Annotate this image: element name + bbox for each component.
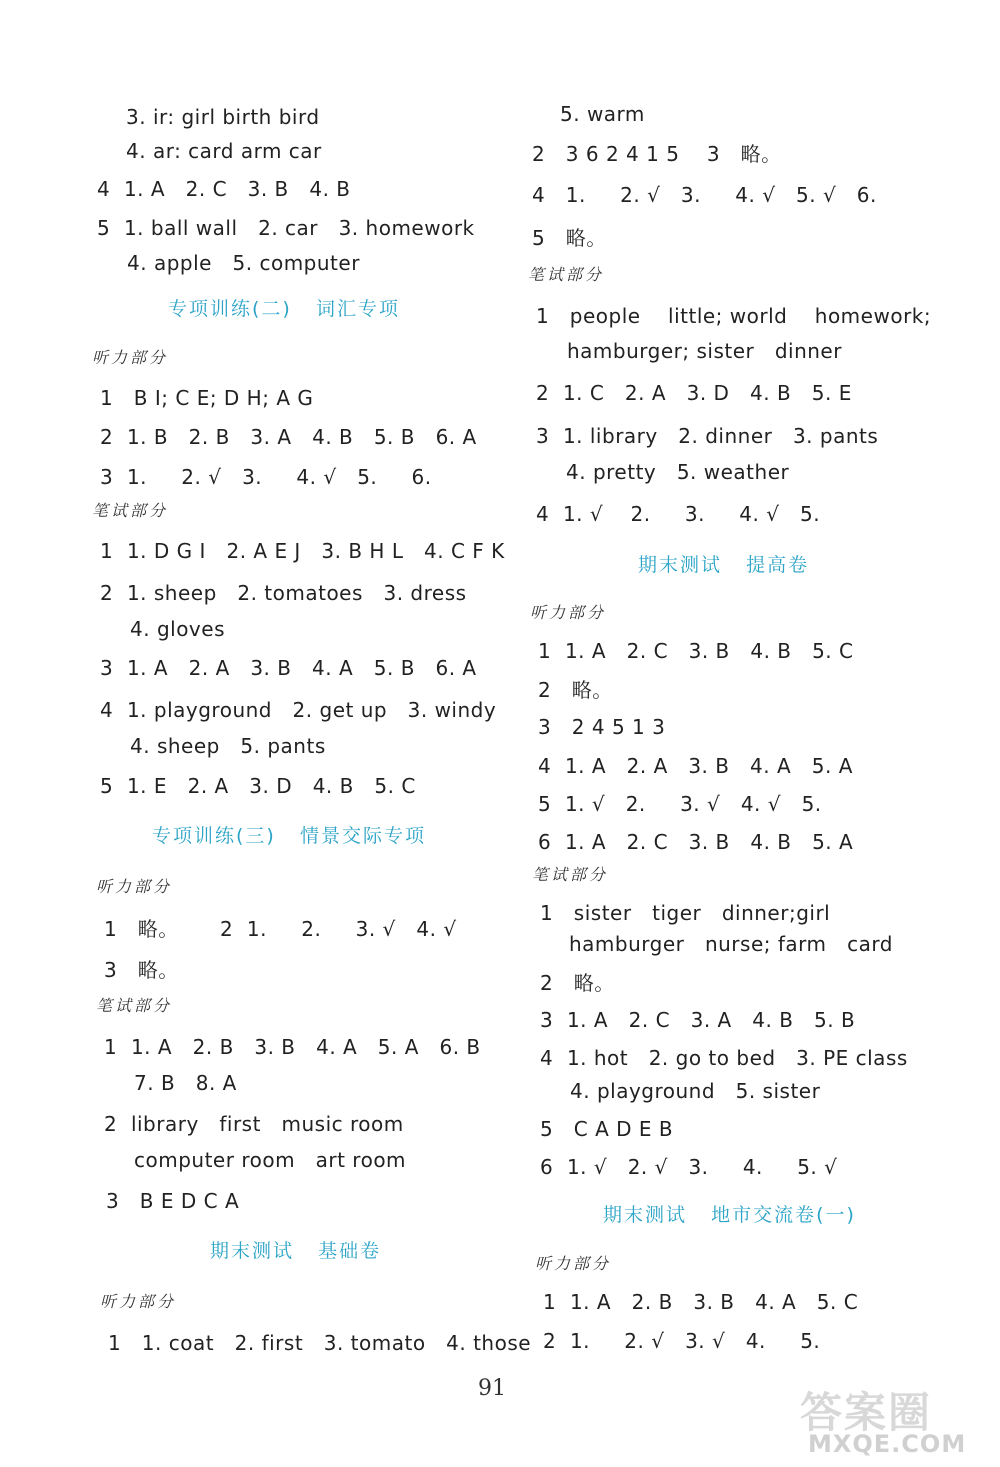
left-answer-line: 5 1. ball wall 2. car 3. homework: [97, 216, 475, 240]
right-answer-line: 2 略。: [540, 971, 615, 995]
left-section-heading: 期末测试 基础卷: [210, 1240, 382, 1262]
right-answer-line: 6 1. A 2. C 3. B 4. B 5. A: [538, 830, 854, 854]
right-answer-line: 2 3 6 2 4 1 5 3 略。: [532, 142, 782, 166]
left-answer-line: 3 B E D C A: [106, 1189, 240, 1213]
left-answer-line: 3 1. 2. √ 3. 4. √ 5. 6.: [100, 465, 432, 489]
left-answer-line: 4 1. A 2. C 3. B 4. B: [97, 177, 351, 201]
right-answer-line: 4 1. hot 2. go to bed 3. PE class: [540, 1046, 908, 1070]
right-answer-line: 6 1. √ 2. √ 3. 4. 5. √: [540, 1155, 838, 1179]
right-subsection-label: 笔试部分: [528, 265, 605, 284]
right-subsection-label: 听力部分: [535, 1254, 612, 1273]
right-answer-line: 5. warm: [560, 102, 645, 126]
left-answer-line: 2 1. sheep 2. tomatoes 3. dress: [100, 581, 467, 605]
left-subsection-label: 笔试部分: [96, 996, 173, 1015]
left-subsection-label: 听力部分: [92, 348, 169, 367]
left-subsection-label: 听力部分: [100, 1292, 177, 1311]
left-answer-line: 2 library first music room: [104, 1112, 404, 1136]
watermark-url: MXQE.COM: [808, 1430, 967, 1458]
watermark-text: 答案圈: [800, 1388, 933, 1437]
right-subsection-label: 听力部分: [530, 603, 607, 622]
right-answer-line: 4 1. 2. √ 3. 4. √ 5. √ 6.: [532, 183, 877, 207]
left-answer-line: 1 1. A 2. B 3. B 4. A 5. A 6. B: [104, 1035, 481, 1059]
right-subsection-label: 笔试部分: [532, 865, 609, 884]
right-answer-line: 5 略。: [532, 226, 607, 250]
right-answer-line: 5 C A D E B: [540, 1117, 674, 1141]
left-answer-line: 5 1. E 2. A 3. D 4. B 5. C: [100, 774, 416, 798]
left-answer-line: 7. B 8. A: [134, 1071, 237, 1095]
right-answer-line: 4 1. A 2. A 3. B 4. A 5. A: [538, 754, 853, 778]
right-section-heading: 期末测试 提高卷: [638, 554, 810, 576]
right-answer-line: 4 1. √ 2. 3. 4. √ 5.: [536, 502, 821, 526]
watermark-logo: [800, 1380, 990, 1460]
left-answer-line: 4. ar: card arm car: [126, 139, 322, 163]
left-answer-line: 4. sheep 5. pants: [130, 734, 326, 758]
right-answer-line: 1 1. A 2. B 3. B 4. A 5. C: [543, 1290, 859, 1314]
left-answer-line: 1 B I; C E; D H; A G: [100, 386, 314, 410]
left-answer-line: 3. ir: girl birth bird: [126, 105, 320, 129]
left-answer-line: 4. gloves: [130, 617, 225, 641]
right-answer-line: 2 略。: [538, 678, 613, 702]
right-answer-line: hamburger nurse; farm card: [569, 932, 893, 956]
left-answer-line: 3 1. A 2. A 3. B 4. A 5. B 6. A: [100, 656, 477, 680]
right-section-heading: 期末测试 地市交流卷(一): [603, 1204, 856, 1226]
left-answer-line: 4. apple 5. computer: [127, 251, 360, 275]
left-answer-line: computer room art room: [134, 1148, 407, 1172]
right-answer-line: 4. playground 5. sister: [570, 1079, 821, 1103]
right-answer-line: 2 1. 2. √ 3. √ 4. 5.: [543, 1329, 821, 1353]
right-answer-line: 1 1. A 2. C 3. B 4. B 5. C: [538, 639, 854, 663]
left-section-heading: 专项训练(二) 词汇专项: [168, 298, 400, 320]
right-answer-line: 2 1. C 2. A 3. D 4. B 5. E: [536, 381, 852, 405]
right-answer-line: 1 people little; world homework;: [536, 304, 932, 328]
left-subsection-label: 笔试部分: [92, 501, 169, 520]
right-answer-line: 5 1. √ 2. 3. √ 4. √ 5.: [538, 792, 822, 816]
right-answer-line: 1 sister tiger dinner;girl: [540, 901, 831, 925]
left-answer-line: 1 1. D G I 2. A E J 3. B H L 4. C F K: [100, 539, 505, 563]
left-answer-line: 1 略。 2 1. 2. 3. √ 4. √: [104, 917, 457, 941]
left-subsection-label: 听力部分: [96, 877, 173, 896]
right-answer-line: 4. pretty 5. weather: [566, 460, 790, 484]
page-number: 91: [478, 1376, 506, 1401]
right-answer-line: hamburger; sister dinner: [567, 339, 842, 363]
left-answer-line: 4 1. playground 2. get up 3. windy: [100, 698, 497, 722]
left-answer-line: 3 略。: [104, 958, 179, 982]
left-section-heading: 专项训练(三) 情景交际专项: [152, 825, 426, 847]
left-answer-line: 2 1. B 2. B 3. A 4. B 5. B 6. A: [100, 425, 477, 449]
left-answer-line: 1 1. coat 2. first 3. tomato 4. those: [108, 1331, 532, 1355]
right-answer-line: 3 1. library 2. dinner 3. pants: [536, 424, 879, 448]
right-answer-line: 3 2 4 5 1 3: [538, 715, 666, 739]
right-answer-line: 3 1. A 2. C 3. A 4. B 5. B: [540, 1008, 856, 1032]
